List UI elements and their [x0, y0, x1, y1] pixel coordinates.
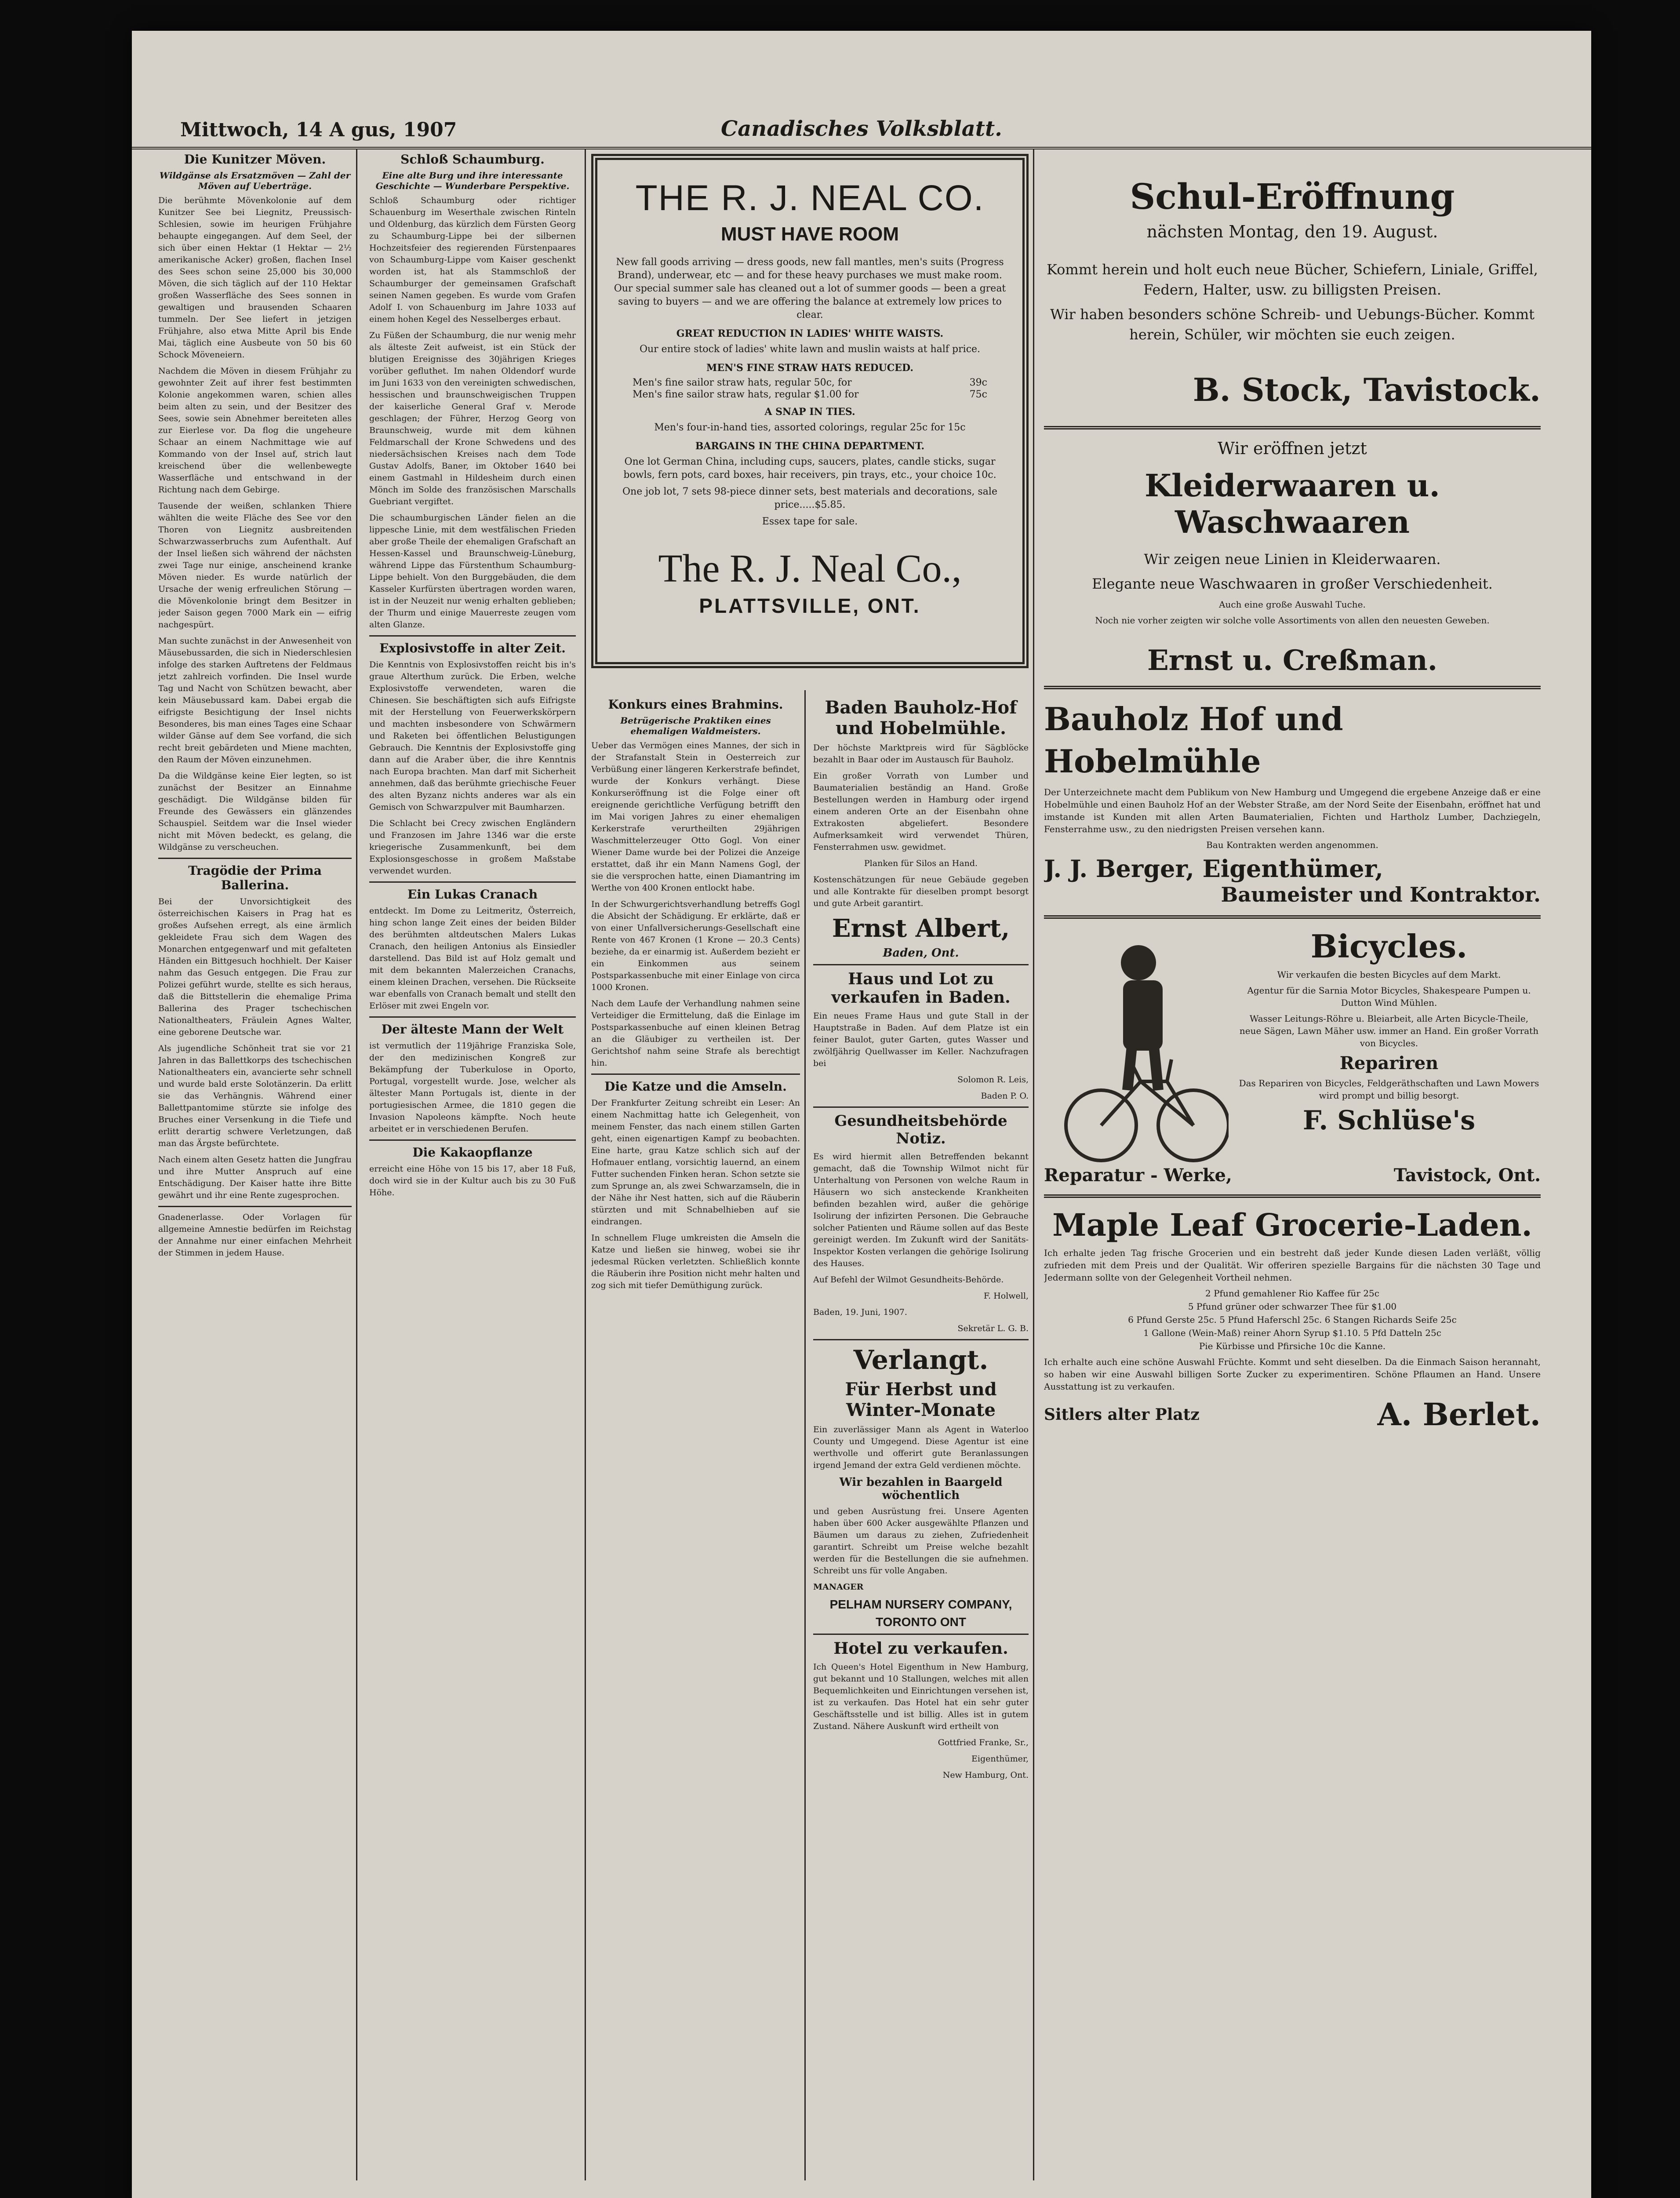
article-paragraph: In der Schwurgerichtsverhandlung betreffs Gogl die Absicht der Schädigung. Er erklärte, daß er von einer Unfallversicherungs-Gesellschaft eine Rente von 467 Kronen (1 Krone — 20.3 Cents) beziehe, da er einarmig ist. Außerdem bezieht er ein Einkommen aus seinem Postsparkassenbuche mit einer Einlage von circa 1000 Kronen.: [591, 899, 800, 992]
price-list-line: 1 Gallone (Wein-Maß) reiner Ahorn Syrup $1.10. 5 Pfd Datteln 25c: [1143, 1328, 1441, 1338]
ad-text: Ich Queen's Hotel Eigenthum in New Hamburg, gut bekannt und 10 Stallungen, welches mit allen Bequemlichkeiten und Einrichtungen versehen ist, ist zu verkaufen. Das Hotel hat ein sehr guter Geschäftsstelle und ist billig. Alles ist in gutem Zustand. Nähere Auskunft wird ertheilt von: [813, 1662, 1029, 1731]
neal-ad-town: PLATTSVILLE, ONT.: [699, 594, 921, 617]
ad-signature: Ernst Albert,: [832, 914, 1010, 943]
neal-ad-title: THE R. J. NEAL CO.: [635, 178, 985, 218]
ad-date: nächsten Montag, den 19. August.: [1146, 222, 1438, 241]
ad-signature: J. J. Berger, Eigenthümer,: [1044, 855, 1383, 883]
ad-subtitle: Für Herbst und Winter-Monate: [845, 1379, 997, 1420]
ad-text: Ich erhalte jeden Tag frische Grocerien und ein bestreht daß jeder Kunde diesen Laden verläßt, völlig zufrieden mit dem Preis und der Qualität. Wir offeriren spezielle Bargains für die nächsten 30 Tage und Jedermann sollte von der Gelegenheit Vortheil nehmen.: [1044, 1248, 1541, 1283]
ad-title: Hotel zu verkaufen.: [833, 1639, 1008, 1658]
price-line: [633, 377, 987, 388]
price-list-line: 5 Pfund grüner oder schwarzer Thee für $1.00: [1188, 1301, 1397, 1312]
ad-text: MANAGER: [813, 1582, 864, 1592]
divider: [158, 1206, 352, 1207]
ad-text: Ein zuverlässiger Mann als Agent in Waterloo County und Umgegend. Diese Agentur ist eine werthvolle und offerirt gute Beranlassungen irgend Jemand der extra Geld verdienen möchte.: [813, 1425, 1029, 1470]
article-subtitle: Eine alte Burg und ihre interessante Geschichte — Wunderbare Perspektive.: [375, 170, 570, 191]
neal-ad-text: Our entire stock of ladies' white lawn and muslin waists at half price.: [639, 344, 981, 355]
column-1: [158, 149, 352, 2180]
divider: [369, 881, 576, 883]
ad-text: Kostenschätzungen für neue Gebäude gegeben und alle Kontrakte für dieselben prompt besorgt und gute Arbeit garantirt.: [813, 875, 1029, 908]
ad-text: Bau Kontrakten werden angenommen.: [1206, 840, 1378, 850]
article-paragraph: Da die Wildgänse keine Eier legten, so ist zunächst der Besitzer an Einnahme geschädigt. Die Wildgänse bilden für Freunde des Gewässers ein glänzendes Schauspiel. Seitdem war die Insel wieder nicht mit Möven bedeckt, es gelang, die Wildgänse zu verscheuchen.: [158, 771, 352, 852]
article-paragraph: Nachdem die Möven in diesem Frühjahr zu gewohnter Zeit auf ihrer fest bestimmten Kolonie angekommen waren, schien alles beim alten zu sein, und der Besitzer des Sees, sowie sein Abnehmer bereiteten alles zur Eierlese vor. Da flog die ungeheure Schaar an einem Nachmittage wie auf Kommando von der Insel auf, strich laut kreischend über die wellenbewegte Wasserfläche und entschwand in der Richtung nach dem Gebirge.: [158, 366, 352, 495]
price-line-value: 75c: [969, 389, 987, 400]
ad-place: Baden P. O.: [981, 1091, 1029, 1101]
neal-ad-text: Men's four-in-hand ties, assorted colorings, regular 25c for 15c: [654, 422, 966, 433]
ad-text: Wir verkaufen die besten Bicycles auf dem Markt.: [1277, 969, 1501, 980]
neal-ad-text: One job lot, 7 sets 98-piece dinner sets, best materials and decorations, sale price.....$5.85.: [622, 486, 997, 510]
ad-place: Tavistock, Ont.: [1393, 1165, 1541, 1186]
ad-date: Baden, 19. Juni, 1907.: [813, 1307, 907, 1317]
bicycle-illustration: [1044, 928, 1237, 1169]
bicycles-ad: [1044, 928, 1541, 1169]
article-paragraph: Die schaumburgischen Länder fielen an die lippesche Linie, mit dem westfälischen Frieden aber große Theile der ehemaligen Grafschaft an Hessen-Kassel und Braunschweig-Lüneburg, während Lippe das Fürstenthum Schaumburg-Lippe behielt. Von den Burggebäuden, die dem Kasseler Kurfürsten übertragen worden waren, ist in der Neuzeit nur wenig erhalten geblieben; der Thurm und einige Mauerreste zeugen vom alten Glanze.: [369, 513, 576, 630]
price-line: [633, 389, 987, 400]
article-paragraph: Die berühmte Mövenkolonie auf dem Kunitzer See bei Liegnitz, Preussisch-Schlesien, sowie im heurigen Frühjahre behaupte eingegangen. Auf dem Seel, der sich über einen Hektar (1 Hektar — 2½ amerikanische Acker) großen, flachen Insel des Sees schon seine 25,000 bis 30,000 Möven, die sich täglich auf der 110 Hektar großen Wasserfläche des Sees sonnen in gewaltigen und brausenden Schaaren tummeln. Der See liefert in jetzigen Frühjahre, also etwa Mitte April bis Ende Mai, täglich eine Ausbeute von 50 bis 60 Schock Möveneiern.: [158, 196, 352, 360]
article-title: Explosivstoffe in alter Zeit.: [379, 641, 566, 655]
ad-intro: Wir eröffnen jetzt: [1218, 439, 1367, 458]
article-paragraph: erreicht eine Höhe von 15 bis 17, aber 18 Fuß, doch wird sie in der Kultur auch bis zu 30 Fuß Höhe.: [369, 1164, 576, 1197]
divider: [813, 1339, 1029, 1340]
divider: [591, 1074, 800, 1075]
neal-ad-text: Essex tape for sale.: [762, 516, 858, 527]
article-title: Die Kunitzer Möven.: [184, 152, 326, 167]
ad-text: Auf Befehl der Wilmot Gesundheits-Behörde.: [813, 1275, 1004, 1285]
column-5: [1044, 149, 1541, 2180]
ad-place: Sitlers alter Platz: [1044, 1405, 1200, 1424]
ad-title: Bauholz Hof und Hobelmühle: [1044, 700, 1343, 780]
divider: [1044, 1194, 1541, 1198]
ad-text: Wasser Leitungs-Röhre u. Bleiarbeit, alle Arten Bicycle-Theile, neue Sägen, Lawn Mäher usw. immer an Hand. Ein großer Vorrath von Bicycles.: [1239, 1013, 1539, 1048]
neal-ad-text: One lot German China, including cups, saucers, plates, candle sticks, sugar bowls, fern pots, card boxes, hair receivers, pin trays, etc., your choice 10c.: [623, 456, 996, 480]
divider: [813, 1634, 1029, 1635]
column-rule: [356, 149, 357, 2180]
article-paragraph: Zu Füßen der Schaumburg, die nur wenig mehr als älteste Zeit aufweist, ist ein Stück der blutigen Ereignisse des 30jährigen Krieges vorüber gefluthet. Im nahen Oldendorf wurde im Juni 1633 von den vereinigten schwedischen, hessischen und braunschweigischen Truppen der kaiserliche General Graf v. Merode geschlagen; der Führer, Herzog Georg von Braunschweig, wurde mit dem kühnen Feldmarschall der Krone Schwedens und des niedersächsischen Kreises nach dem Tode Gustav Adolfs, Baner, im Oktober 1640 bei einem Gastmahl in Hildesheim durch einen Mönch im Solde des französischen Marschalls Guebriant vergiftet.: [369, 331, 576, 506]
ad-title: Schul-Eröffnung: [1130, 176, 1455, 217]
article-title: Ein Lukas Cranach: [407, 887, 538, 902]
neal-ad-subtitle: MUST HAVE ROOM: [721, 223, 899, 245]
paper-title: Canadisches Volksblatt.: [721, 116, 1002, 141]
divider: [369, 1016, 576, 1018]
article-paragraph: Bei der Unvorsichtigkeit des österreichischen Kaisers in Prag hat es großes Aufsehen erregt, als eine ärmlich gekleidete Frau sich dem Wagen des Monarchen entgegenwarf und mit gefalteten Händen ein Bittgesuch hochhielt. Der Kaiser nahm das Gesuch entgegen. Die Frau zur Polizei geführt wurde, stellte es sich heraus, daß die Bittstellerin die ehemalige Prima Ballerina des Prager tschechischen Nationaltheaters, Fräulein Agnes Walter, eine geborene Deutsche war.: [158, 897, 352, 1037]
ad-text: Ich erhalte auch eine schöne Auswahl Früchte. Kommt und seht dieselben. Da die Einmach Saison herannaht, so haben wir eine Auswahl billigen Sorte Zucker zu experimentiren. Schöne Pflaumen an Hand. Unsere Ausstattung ist zu verkaufen.: [1044, 1357, 1541, 1392]
article-paragraph: Ueber das Vermögen eines Mannes, der sich in der Strafanstalt Stein in Oesterreich zur Verbüßung einer längeren Kerkerstrafe befindet, wurde der Konkurs verhängt. Diese Konkurseröffnung ist die Folge einer oft ereignende gerichtliche Verfügung betrifft den im Mai vorigen Jahres zu einer ehemaligen Kerkerstrafe verurtheilten 29jährigen Waschmittelerzeuger Otto Gogl. Von einer Wiener Dame wurde bei der Polizei die Anzeige erstattet, daß ihr ein Mann Namens Gogl, der sie die versprochen hatte, einen Diamantring im Werthe von 400 Kronen entlockt habe.: [591, 741, 800, 893]
article-paragraph: Tausende der weißen, schlanken Thiere wählten die weite Fläche des See vor den Thoren von Liegnitz ausbreitenden Schwarzwasserbruchs zum Aufenthalt. Auf der Insel ließen sich während der nächsten zwei Tage nur einige, anscheinend kranke Möven nieder. Es wurde natürlich der Ursache der wenig erfreulichen Störung — die Mövenkolonie bringt dem Besitzer in jeder Saison gegen 7000 Mark ein — eifrig nachgespürt.: [158, 501, 352, 630]
ad-text: Das Repariren von Bicycles, Feldgeräthschaften und Lawn Mowers wird prompt und billig besorgt.: [1239, 1078, 1539, 1101]
ad-role: Sekretär L. G. B.: [957, 1324, 1029, 1333]
price-list-line: Pie Kürbisse und Pfirsiche 10c die Kanne.: [1199, 1341, 1386, 1351]
masthead: [132, 31, 1591, 149]
bicycle-rider-icon: [1062, 932, 1229, 1169]
ad-signature: Ernst u. Creßman.: [1147, 644, 1437, 677]
neal-ad-heading: GREAT REDUCTION IN LADIES' WHITE WAISTS.: [676, 328, 944, 339]
article-paragraph: Als jugendliche Schönheit trat sie vor 21 Jahren in das Ballettkorps des tschechischen Nationaltheaters ein, avancierte sehr schnell und wurde bald erste Solotänzerin. Da erlitt sie das Verhängnis. Während einer Ballettpantomime stürzte sie infolge des Bruches einer Versenkung in die Tiefe und erlitt derartig schwere Verletzungen, daß man das Ärgste befürchtete.: [158, 1044, 352, 1148]
ad-title: Maple Leaf Grocerie-Laden.: [1052, 1207, 1532, 1243]
neal-ad-border: [591, 154, 1029, 668]
ad-signature: A. Berlet.: [1377, 1396, 1541, 1433]
bicycles-text: [1237, 928, 1541, 1169]
ad-title: Gesundheitsbehörde Notiz.: [834, 1112, 1007, 1147]
column-4: [813, 695, 1029, 2180]
company-name: PELHAM NURSERY COMPANY,: [829, 1598, 1012, 1611]
ad-text: Ein neues Frame Haus und gute Stall in der Hauptstraße in Baden. Auf dem Platze ist ein feiner Baulot, guter Garten, gutes Wasser und zwölfjährig Quellwasser im Keller. Nachzufragen bei: [813, 1011, 1029, 1068]
article-paragraph: Der Frankfurter Zeitung schreibt ein Leser: An einem Nachmittag hatte ich Gelegenheit, von meinem Fenster, das nach einem stillen Garten geht, einen eigenartigen Kampf zu beobachten. Eine harte, grau Katze schlich sich auf der Hofmauer entlang, vorsichtig lauernd, an einem Futter suchenden Finken heran. Schon setzte sie zum Sprunge an, als zwei Schwarzamseln, die in der Nähe ihr Nest hatten, sich auf die Räuberin stürzten und mit Schnabelhieben auf sie eindrangen.: [591, 1098, 800, 1226]
ad-text: Agentur für die Sarnia Motor Bicycles, Shakespeare Pumpen u. Dutton Wind Mühlen.: [1247, 985, 1531, 1008]
column-3: [591, 695, 800, 2180]
neal-ad-footer: The R. J. Neal Co.,: [658, 547, 962, 590]
ad-role: Reparatur - Werke,: [1044, 1165, 1232, 1186]
column-rule: [585, 149, 586, 2180]
ad-title: Haus und Lot zu verkaufen in Baden.: [831, 970, 1011, 1007]
column-2: [369, 149, 576, 2180]
article-title: Schloß Schaumburg.: [400, 152, 545, 167]
maple-footer: [1044, 1396, 1541, 1433]
ad-text: Elegante neue Waschwaaren in großer Verschiedenheit.: [1092, 575, 1493, 592]
ad-place: Baden, Ont.: [883, 946, 959, 960]
ad-signature: Solomon R. Leis,: [957, 1075, 1029, 1084]
article-title: Die Kakaopflanze: [412, 1145, 533, 1160]
ad-text: Ein großer Vorrath von Lumber und Baumaterialien beständig an Hand. Große Bestellungen werden in Hamburg oder irgend einem anderen Orte an der Eisenbahn ohne Extrakosten abgeliefert. Besondere Aufmerksamkeit wird verwendet Thüren, Fensterrahmen usw. gewidmet.: [813, 771, 1029, 852]
ad-signature: F. Holwell,: [983, 1291, 1029, 1301]
article-paragraph: entdeckt. Im Dome zu Leitmeritz, Österreich, hing schon lange Zeit eines der beiden Bilder des berühmten altdeutschen Malers Lukas Cranach, den heiligen Antonius als Einsiedler darstellend. Das Bild ist auf Holz gemalt und mit dem bekannten Malerzeichen Cranachs, einem kleinen Drachen, versehen. Die Rückseite war ebenfalls von Cranach bemalt und stellt den Erlöser mit zwei Engeln vor.: [369, 906, 576, 1011]
article-paragraph: Nach einem alten Gesetz hatten die Jungfrau und ihre Mutter Anspruch auf eine Entschädigung. Der Kaiser hatte ihre Bitte gewährt und ihr eine Rente zugesprochen.: [158, 1155, 352, 1200]
ad-signature: Gottfried Franke, Sr.,: [938, 1738, 1029, 1747]
article-paragraph: Schloß Schaumburg oder richtiger Schauenburg im Weserthale zwischen Rinteln und Oldenburg, das kürzlich dem Fürsten Georg zu Schaumburg-Lippe bei der silbernen Hochzeitsfeier des regierenden Fürstenpaares von Schaumburg-Lippe vom Kaiser geschenkt worden ist, hat als Stammschloß der Schaumburger der gemeinsamen Grafschaft seinen Namen gegeben. Es wurde vom Grafen Adolf I. von Schauenburg im Jahre 1033 auf einem hohen Kegel des Nesselberges erbaut.: [369, 196, 576, 324]
ad-heading: Repariren: [1339, 1053, 1439, 1074]
divider: [1044, 686, 1541, 689]
article-title: Tragödie der Prima Ballerina.: [188, 863, 322, 892]
divider: [1044, 426, 1541, 429]
article-paragraph: ist vermutlich der 119jährige Franziska Sole, der den medizinischen Kongreß zur Bekämpfung der Tuberkulose in Oporto, Portugal, vorgestellt wurde. Jose, welcher als ältester Mann Portugals ist, diente in der portugiesischen Armee, die 1810 gegen die Invasion Napoleons kämpfte. Noch heute arbeitet er in verschiedenen Berufen.: [369, 1041, 576, 1134]
ad-text: Noch nie vorher zeigten wir solche volle Assortiments von allen den neuesten Geweben.: [1095, 615, 1490, 626]
divider: [369, 635, 576, 637]
ad-place: New Hamburg, Ont.: [942, 1770, 1029, 1780]
ad-text: Der Unterzeichnete macht dem Publikum von New Hamburg und Umgegend die ergebene Anzeige daß er eine Hobelmühle und einen Bauholz Hof an der Webster Straße, am der Nord Seite der Eisenbahn, eröffnet hat und imstande ist Kunden mit allen Arten Baumaterialien, Fichten und Hartholz Lumber, Dachziegeln, Fensterrahme usw., zu den niedrigsten Preisen versehen kann.: [1044, 787, 1541, 834]
column-rule: [1033, 149, 1034, 2180]
ad-title: Verlangt.: [853, 1345, 989, 1376]
ad-text: Der höchste Marktpreis wird für Sägblöcke bezahlt in Baar oder im Austausch für Bauholz.: [813, 743, 1029, 764]
article-paragraph: Man suchte zunächst in der Anwesenheit von Mäusebussarden, die sich in Niederschlesien infolge des starken Auftretens der Feldmaus jetzt zahlreich vorfinden. Die Insel wurde Tag und Nacht von Schützen bewacht, aber kein Mäusebussard kam. Dabei ergab die eifrigste Besichtigung der Insel nichts Besonderes, bis man eines Tages eine Schaar wilder Gänse auf dem See vorfand, die sich recht breit gebärdeten und Miene machten, den Raum der Möven einzunehmen.: [158, 636, 352, 764]
neal-ad: [591, 154, 1029, 681]
issue-date: Mittwoch, 14 A gus, 1907: [180, 119, 457, 141]
neal-ad-heading: BARGAINS IN THE CHINA DEPARTMENT.: [695, 440, 925, 452]
neal-ad-heading: A SNAP IN TIES.: [764, 406, 855, 418]
ad-heading: Wir bezahlen in Baargeld wöchentlich: [839, 1476, 1003, 1502]
article-paragraph: Die Schlacht bei Crecy zwischen Engländern und Franzosen im Jahre 1346 war die erste kriegerische Zusammenkunft, bei dem Explosionsgeschosse in großem Maßstabe verwendet wurden.: [369, 819, 576, 876]
ad-signature: B. Stock, Tavistock.: [1193, 371, 1541, 408]
article-paragraph: Nach dem Laufe der Verhandlung nahmen seine Verteidiger die Ermittelung, daß die Einlage im Postsparkassenbuche auf einen kleinen Betrag an die Gläubiger zu vertheilen ist. Der Gerichtshof nahm seine Strafe als berechtigt hin.: [591, 999, 800, 1068]
price-list-line: 6 Pfund Gerste 25c. 5 Pfund Haferschl 25c. 6 Stangen Richards Seife 25c: [1128, 1314, 1457, 1325]
article-paragraph: Gnadenerlasse. Oder Vorlagen für allgemeine Amnestie bedürfen im Reichstag der Annahme nur einer einfachen Mehrheit der Stimmen in jedem Hause.: [158, 1212, 352, 1258]
price-line-value: 39c: [969, 377, 987, 388]
ad-text: und geben Ausrüstung frei. Unsere Agenten haben über 600 Acker ausgewählte Pflanzen und Bäumen um daraus zu ziehen, Zufriedenheit garantirt. Schreibt um Preise welche bezahlt werden für die Bestellungen die sie aufnehmen. Schreibt uns für volle Angaben.: [813, 1507, 1029, 1576]
ad-role: Baumeister und Kontraktor.: [1221, 883, 1541, 906]
ad-text: Planken für Silos an Hand.: [864, 859, 978, 868]
divider: [813, 964, 1029, 965]
divider: [813, 1106, 1029, 1108]
divider: [158, 858, 352, 859]
neal-ad-heading: MEN'S FINE STRAW HATS REDUCED.: [706, 362, 913, 374]
neal-ad-intro: New fall goods arriving — dress goods, new fall mantles, men's suits (Progress Brand), underwear, etc — and for these heavy purchases we must make room. Our special summer sale has cleaned out a lot of summer goods — been a great saving to buyers — and we are offering the balance at extremely low prices to clear.: [614, 257, 1006, 320]
article-paragraph: Die Kenntnis von Explosivstoffen reicht bis in's graue Alterthum zurück. Die Erben, welche Explosivstoffe verwendeten, waren die Chinesen. Sie beschäftigten sich aufs Eifrigste mit der Herstellung von Feuerwerkskörpern und machten insbesondere von Schwärmern und Raketen bei öffentlichen Belustigungen Gebrauch. Die Kenntnis der Explosivstoffe ging dann auf die Araber über, die ihre Kenntnis nach Europa brachten. Man darf mit Sicherheit annehmen, daß das berühmte griechische Feuer des alten Byzanz nichts anderes war als ein Gemisch von Schwarzpulver mit Baumharzen.: [369, 660, 576, 812]
ad-text: Kommt herein und holt euch neue Bücher, Schiefern, Liniale, Griffel, Federn, Halter, usw. zu billigsten Preisen.: [1047, 261, 1538, 298]
ad-title: Baden Bauholz-Hof und Hobelmühle.: [825, 697, 1017, 739]
ad-signature: F. Schlüse's: [1302, 1105, 1476, 1136]
article-title: Die Katze und die Amseln.: [604, 1079, 787, 1094]
ad-text: Auch eine große Auswahl Tuche.: [1219, 599, 1366, 610]
newspaper-page: [132, 31, 1591, 2198]
article-title: Der älteste Mann der Welt: [381, 1022, 564, 1037]
divider: [369, 1139, 576, 1141]
price-line-label: Men's fine sailor straw hats, regular $1.00 for: [633, 389, 859, 400]
article-subtitle: Wildgänse als Ersatzmöven — Zahl der Möven auf Ueberträge.: [159, 170, 351, 191]
price-list-line: 2 Pfund gemahlener Rio Kaffee für 25c: [1205, 1288, 1379, 1299]
divider: [1044, 915, 1541, 919]
ad-title: Bicycles.: [1310, 928, 1468, 965]
ad-role: Eigenthümer,: [971, 1754, 1029, 1764]
column-rule: [804, 690, 806, 2180]
article-subtitle: Betrügerische Praktiken eines ehemaligen Waldmeisters.: [620, 715, 771, 736]
ad-text: Wir zeigen neue Linien in Kleiderwaaren.: [1144, 551, 1441, 568]
article-title: Konkurs eines Brahmins.: [608, 697, 783, 712]
ad-text: Es wird hiermit allen Betreffenden bekannt gemacht, daß die Township Wilmot nicht für Unterhaltung von Personen von welche Raum in Häusern wo sich ansteckende Krankheiten befinden bezahlen wird, außer die gehörige Isolirung der infizirten Personen. Die Gebrauche solcher Patienten und Räume sollen auf das Beste gereinigt werden. Im Zukunft wird der Sanitäts-Inspektor Kosten verlangen die gehörige Isolirung des Hauses.: [813, 1152, 1029, 1268]
article-paragraph: In schnellem Fluge umkreisten die Amseln die Katze und ließen sie hinweg, wobei sie ihr jedesmal Rücken verletzten. Schließlich konnte die Räuberin ihre Position nicht mehr halten und zog sich mit tiefer Demüthigung zurück.: [591, 1233, 800, 1290]
ad-title: Kleiderwaaren u. Waschwaaren: [1145, 467, 1440, 540]
price-line-label: Men's fine sailor straw hats, regular 50c, for: [633, 377, 852, 388]
company-city: TORONTO ONT: [876, 1615, 966, 1629]
ad-text: Wir haben besonders schöne Schreib- und Uebungs-Bücher. Kommt herein, Schüler, wir möchten sie euch zeigen.: [1050, 306, 1535, 343]
